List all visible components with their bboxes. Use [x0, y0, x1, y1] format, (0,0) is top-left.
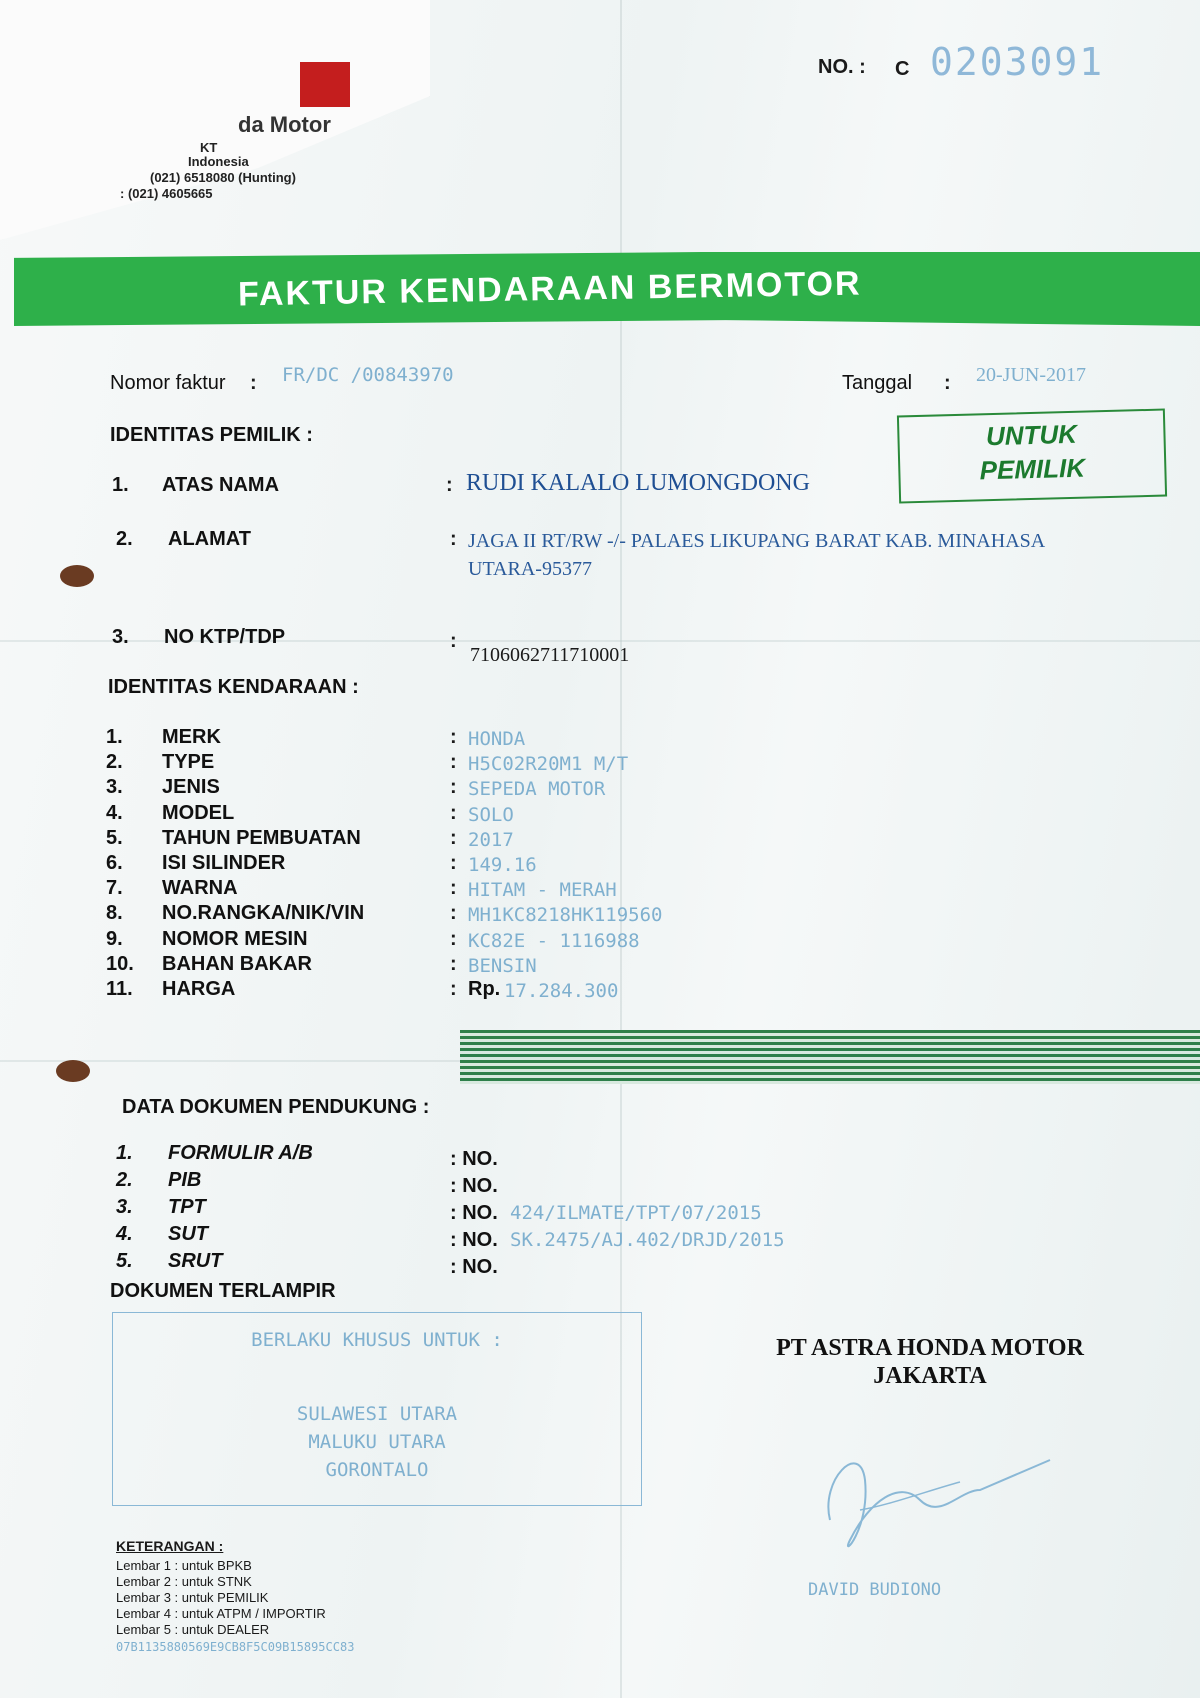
vehicle-row-num: 1. — [106, 726, 123, 748]
doc-row-prefix: : NO. — [450, 1229, 498, 1251]
copy-badge-line: PEMILIK — [979, 452, 1086, 486]
owner-row-num: 1. — [112, 474, 129, 496]
vehicle-row-value: BENSIN — [468, 955, 537, 977]
colon: : — [450, 978, 457, 1000]
keterangan-line: Lembar 5 : untuk DEALER — [116, 1622, 270, 1637]
doc-row-num: 5. — [116, 1250, 133, 1272]
colon: : — [450, 776, 457, 798]
barcode-text: 07B1135880569E9CB8F5C09B15895CC83 — [116, 1640, 355, 1654]
stamp-line: MALUKU UTARA — [308, 1431, 446, 1453]
owner-row-label: ATAS NAMA — [162, 474, 280, 496]
signatory-name: DAVID BUDIONO — [808, 1580, 942, 1600]
colon: : — [450, 928, 457, 950]
tanggal-value: 20-JUN-2017 — [976, 364, 1086, 386]
doc-row-prefix: : NO. — [450, 1175, 498, 1197]
doc-row-prefix: : NO. — [450, 1148, 498, 1170]
vehicle-row-value: 2017 — [468, 829, 514, 851]
vehicle-row-value: MH1KC8218HK119560 — [468, 904, 663, 926]
keterangan-line: Lembar 2 : untuk STNK — [116, 1574, 252, 1589]
vehicle-row-label: HARGA — [162, 978, 236, 1000]
punch-hole — [60, 565, 94, 587]
address-line: (021) 6518080 (Hunting) — [150, 170, 296, 185]
keterangan-line: Lembar 1 : untuk BPKB — [116, 1558, 252, 1573]
colon: : — [250, 372, 257, 394]
vehicle-row-label: MODEL — [162, 802, 235, 824]
colon: : — [450, 902, 457, 924]
vehicle-row-label: BAHAN BAKAR — [162, 953, 312, 975]
colon: : — [450, 802, 457, 824]
region-stamp-box — [112, 1312, 642, 1506]
owner-row-label: ALAMAT — [168, 528, 251, 550]
doc-row-num: 1. — [116, 1142, 133, 1164]
vehicle-heading: IDENTITAS KENDARAAN : — [108, 676, 359, 698]
vehicle-row-label: NOMOR MESIN — [162, 928, 308, 950]
doc-row-num: 4. — [116, 1223, 133, 1245]
vehicle-row-label: NO.RANGKA/NIK/VIN — [162, 902, 365, 924]
owner-heading: IDENTITAS PEMILIK : — [110, 424, 313, 446]
signatory-city: JAKARTA — [873, 1363, 987, 1389]
vehicle-row-value: H5C02R20M1 M/T — [468, 753, 629, 775]
doc-row-label: TPT — [168, 1196, 206, 1218]
doc-row-num: 3. — [116, 1196, 133, 1218]
company-logo — [300, 62, 350, 107]
doc-number-label: NO. : — [818, 56, 866, 78]
address-line: : (021) 4605665 — [120, 186, 213, 201]
doc-row-label: SRUT — [168, 1250, 223, 1272]
owner-address-value-line2: UTARA-95377 — [468, 558, 592, 580]
document-title: FAKTUR KENDARAAN BERMOTOR — [237, 264, 862, 314]
company-name-partial: da Motor — [238, 112, 331, 137]
doc-row-label: PIB — [168, 1169, 202, 1191]
docs-heading: DATA DOKUMEN PENDUKUNG : — [122, 1096, 430, 1118]
colon: : — [450, 630, 457, 652]
colon: : — [450, 827, 457, 849]
keterangan-line: Lembar 4 : untuk ATPM / IMPORTIR — [116, 1606, 326, 1621]
colon: : — [450, 852, 457, 874]
doc-row-prefix: : NO. — [450, 1256, 498, 1278]
punch-hole — [56, 1060, 90, 1082]
doc-row-label: FORMULIR A/B — [168, 1142, 313, 1164]
vehicle-row-label: TAHUN PEMBUATAN — [162, 827, 361, 849]
vehicle-row-value: HITAM - MERAH — [468, 879, 617, 901]
vehicle-row-value: SEPEDA MOTOR — [468, 778, 606, 800]
doc-row-prefix: : NO. — [450, 1202, 498, 1224]
colon: : — [944, 372, 951, 394]
ktp-value: 7106062711710001 — [470, 644, 630, 666]
vehicle-row-num: 7. — [106, 877, 123, 899]
vehicle-row-value: HONDA — [468, 728, 526, 750]
attached-docs-label: DOKUMEN TERLAMPIR — [110, 1280, 336, 1302]
vehicle-row-num: 4. — [106, 802, 123, 824]
vehicle-row-value: KC82E - 1116988 — [468, 930, 640, 952]
header-flap — [0, 0, 430, 240]
vehicle-row-num: 6. — [106, 852, 123, 874]
vehicle-row-label: TYPE — [162, 751, 215, 773]
vehicle-row-value: 17.284.300 — [504, 980, 619, 1002]
vehicle-row-num: 3. — [106, 776, 123, 798]
vehicle-row-label: MERK — [162, 726, 221, 748]
colon: : — [450, 953, 457, 975]
vehicle-row-label: ISI SILINDER — [162, 852, 286, 874]
owner-row-num: 2. — [116, 528, 133, 550]
keterangan-line: Lembar 3 : untuk PEMILIK — [116, 1590, 269, 1605]
address-line: KT — [200, 140, 218, 155]
vehicle-row-num: 10. — [106, 953, 134, 975]
colon: : — [446, 474, 453, 496]
signature-scribble — [790, 1420, 1070, 1570]
vehicle-row-num: 11. — [106, 978, 133, 1000]
stamp-line: GORONTALO — [325, 1459, 429, 1481]
doc-row-value: 424/ILMATE/TPT/07/2015 — [510, 1202, 762, 1224]
doc-number-value: 0203091 — [930, 40, 1105, 84]
colon: : — [450, 726, 457, 748]
tanggal-label: Tanggal — [842, 372, 913, 394]
colon: : — [450, 877, 457, 899]
owner-row-num: 3. — [112, 626, 129, 648]
colon: : — [450, 528, 457, 550]
stamp-line: SULAWESI UTARA — [296, 1403, 458, 1425]
vehicle-row-label: WARNA — [162, 877, 238, 899]
doc-number-prefix: C — [895, 58, 910, 80]
vehicle-row-label: JENIS — [162, 776, 220, 798]
vehicle-row-num: 2. — [106, 751, 123, 773]
address-line: Indonesia — [188, 154, 249, 169]
doc-row-num: 2. — [116, 1169, 133, 1191]
nomor-faktur-value: FR/DC /00843970 — [282, 364, 454, 386]
harga-underline-stripes — [460, 1030, 1200, 1084]
owner-name-value: RUDI KALALO LUMONGDONG — [466, 470, 810, 496]
stamp-line: BERLAKU KHUSUS UNTUK : — [251, 1329, 503, 1351]
signatory-company-name: PT ASTRA HONDA MOTOR — [776, 1335, 1084, 1361]
vehicle-row-value: 149.16 — [468, 854, 537, 876]
doc-row-label: SUT — [168, 1223, 208, 1245]
owner-address-value: JAGA II RT/RW -/- PALAES LIKUPANG BARAT KAB. MINAHASA — [468, 530, 1046, 552]
signatory-company — [720, 1334, 1140, 1390]
vehicle-row-num: 8. — [106, 902, 123, 924]
vehicle-row-value: SOLO — [468, 804, 514, 826]
keterangan-heading: KETERANGAN : — [116, 1538, 224, 1554]
vehicle-row-num: 9. — [106, 928, 123, 950]
vehicle-row-num: 5. — [106, 827, 123, 849]
nomor-faktur-label: Nomor faktur — [110, 372, 226, 394]
copy-badge-line: UNTUK — [985, 418, 1078, 452]
vehicle-value-prefix: Rp. — [468, 978, 501, 1000]
copy-badge — [897, 409, 1167, 504]
doc-row-value: SK.2475/AJ.402/DRJD/2015 — [510, 1229, 785, 1251]
colon: : — [450, 751, 457, 773]
owner-row-label: NO KTP/TDP — [164, 626, 286, 648]
